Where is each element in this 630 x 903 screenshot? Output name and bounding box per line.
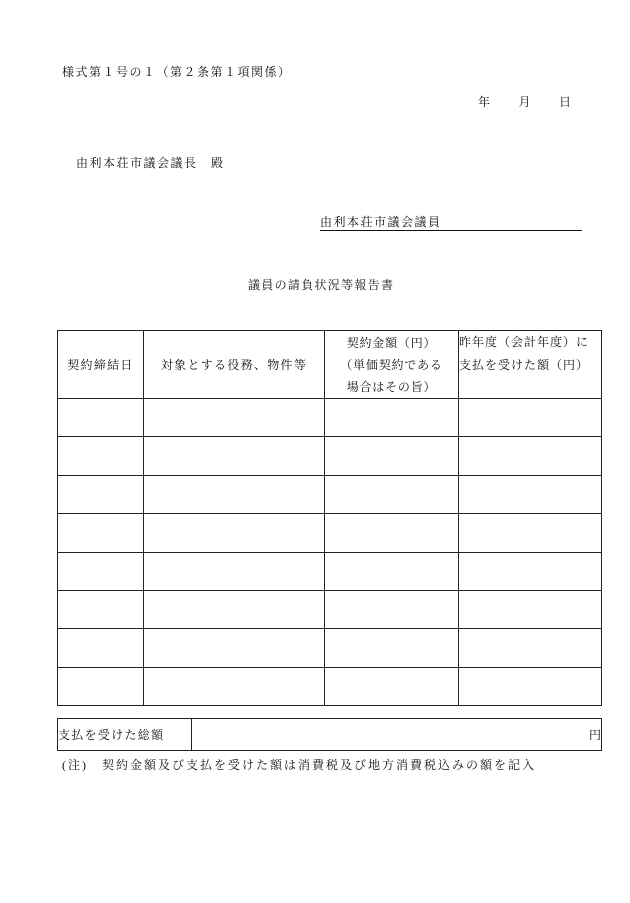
total-label: 支払を受けた総額 [58,719,192,751]
paid-amount-cell [459,629,602,667]
contract-date-cell [58,437,144,475]
submitter-signature-line [320,214,582,231]
table-row [58,437,602,475]
subject-cell [144,475,325,513]
addressee: 由利本荘市議会議長 殿 [76,156,225,170]
subject-cell [144,667,325,705]
contract-table [57,330,602,706]
header-contract-amount-line: 場合はその旨） [346,379,437,394]
contract-amount-cell [325,399,459,437]
contract-date-cell [58,514,144,552]
table-row [58,475,602,513]
contract-date-cell [58,552,144,590]
subject-cell [144,629,325,667]
header-contract-date: 契約締結日 [58,331,144,399]
subject-cell [144,399,325,437]
footnote: (注) 契約金額及び支払を受けた額は消費税及び地方消費税込みの額を記入 [62,758,536,772]
contract-amount-cell [325,552,459,590]
header-contract-amount [325,331,459,399]
table-row [58,514,602,552]
contract-amount-cell [325,514,459,552]
paid-amount-cell [459,437,602,475]
table-row [58,552,602,590]
total-row [58,719,602,751]
header-contract-amount-line: 契約金額（円） [346,335,437,350]
contract-amount-cell [325,590,459,628]
form-number: 様式第１号の１（第２条第１項関係） [62,65,292,79]
date-line: 年 月 日 [478,95,573,109]
header-paid-amount-line: 支払を受けた額（円） [459,358,590,372]
subject-cell [144,437,325,475]
contract-amount-cell [325,437,459,475]
total-table [57,718,602,751]
header-subject: 対象とする役務、物件等 [144,331,325,399]
subject-cell [144,552,325,590]
table-row [58,590,602,628]
paid-amount-cell [459,475,602,513]
submitter-label: 由利本荘市議会議員 [320,215,442,229]
subject-cell [144,514,325,552]
header-paid-amount-line: 昨年度（会計年度）に [459,335,590,349]
total-value-cell [192,719,602,751]
contract-date-cell [58,399,144,437]
table-row [58,629,602,667]
table-row [58,399,602,437]
paid-amount-cell [459,514,602,552]
document-title: 議員の請負状況等報告書 [248,278,395,292]
contract-amount-cell [325,667,459,705]
contract-date-cell [58,590,144,628]
paid-amount-cell [459,399,602,437]
paid-amount-cell [459,590,602,628]
paid-amount-cell [459,667,602,705]
total-unit: 円 [588,727,601,742]
table-header-row [58,331,602,399]
table-row [58,667,602,705]
contract-amount-cell [325,475,459,513]
contract-date-cell [58,629,144,667]
header-paid-amount [459,331,602,399]
subject-cell [144,590,325,628]
contract-date-cell [58,475,144,513]
contract-amount-cell [325,629,459,667]
paid-amount-cell [459,552,602,590]
contract-date-cell [58,667,144,705]
header-contract-amount-line: （単価契約である [340,357,443,372]
